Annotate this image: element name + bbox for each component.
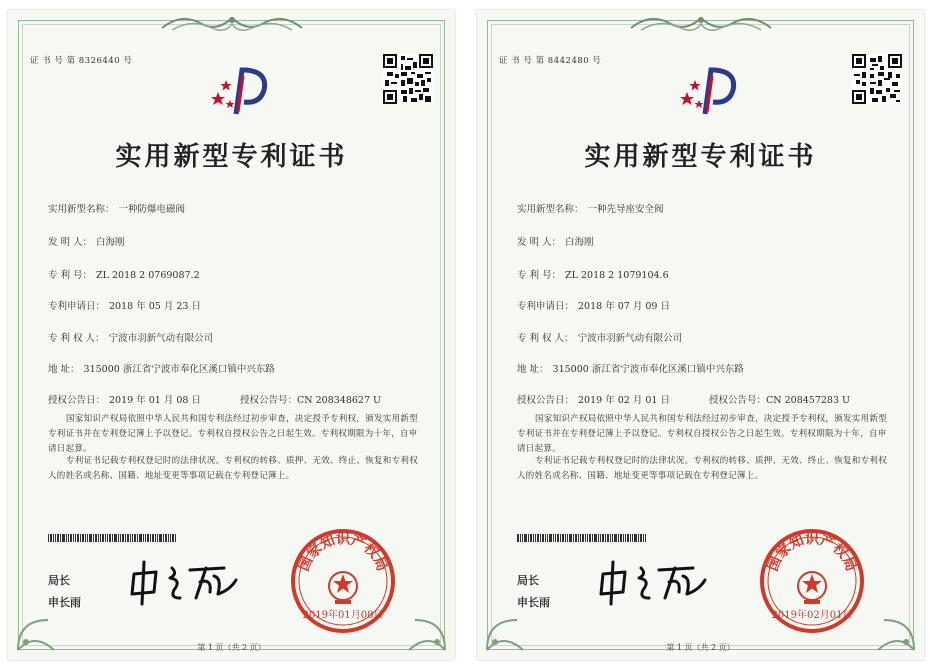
address-label: 地 址： xyxy=(48,364,80,375)
patentee-row xyxy=(48,330,213,344)
grant-date-label: 授权公告日： xyxy=(517,395,575,406)
top-ornament-icon xyxy=(626,10,776,34)
grant-statement-paragraph: 国家知识产权局依照中华人民共和国专利法经过初步审查，决定授予专利权，颁发实用新型专利证书并在专利登记簿上予以登记。专利权自授权公告之日起生效。专利权期限为十年，自申请日起算。 xyxy=(517,414,888,454)
page-number: 第 1 页（共 2 页） xyxy=(197,643,266,652)
application-date-row xyxy=(517,298,670,312)
page-number: 第 1 页（共 2 页） xyxy=(666,643,735,652)
grant-number-label: 授权公告号： xyxy=(240,395,298,406)
patent-number-label: 专 利 号： xyxy=(48,270,93,281)
director-signature-icon xyxy=(126,558,246,606)
patent-certificate-left xyxy=(8,10,455,660)
patentee-value: 宁波市羽新气动有限公司 xyxy=(577,333,683,344)
application-date-value: 2018 年 07 月 09 日 xyxy=(578,301,670,312)
patent-number-value: ZL 2018 2 0769087.2 xyxy=(96,270,200,281)
patent-number-row xyxy=(48,267,200,281)
patentee-value: 宁波市羽新气动有限公司 xyxy=(108,333,214,344)
grant-date-row xyxy=(48,392,201,406)
legal-status-paragraph: 专利证书记载专利权登记时的法律状况。专利权的转移、质押、无效、终止、恢复和专利权人的姓名或名称、国籍、地址变更等事项记载在专利登记簿上。 xyxy=(517,456,888,481)
application-date-value: 2018 年 05 月 23 日 xyxy=(109,301,201,312)
inventor-row xyxy=(48,234,125,248)
grant-statement-paragraph: 国家知识产权局依照中华人民共和国专利法经过初步审查，决定授予专利权，颁发实用新型专利证书并在专利登记簿上予以登记。专利权自授权公告之日起生效。专利权期限为十年，自申请日起算。 xyxy=(48,414,419,454)
director-name: 申长雨 xyxy=(48,596,81,609)
utility-model-name-row xyxy=(48,201,185,215)
barcode-icon xyxy=(48,534,178,542)
grant-number-row xyxy=(709,392,850,406)
utility-model-name-value: 一种先导座安全阀 xyxy=(587,204,664,215)
utility-model-name-label: 实用新型名称： xyxy=(48,204,115,215)
address-value: 315000 浙江省宁波市奉化区溪口镇中兴东路 xyxy=(552,364,744,375)
certificate-number: 证 书 号 第 8326440 号 xyxy=(30,56,133,66)
director-name: 申长雨 xyxy=(517,596,550,609)
director-signature-icon xyxy=(595,558,715,606)
inventor-value: 白海刚 xyxy=(96,237,125,248)
qr-code-icon xyxy=(383,54,433,104)
inventor-label: 发 明 人： xyxy=(48,237,93,248)
address-row xyxy=(517,361,744,375)
barcode-icon xyxy=(517,534,647,542)
patentee-label: 专 利 权 人： xyxy=(517,333,574,344)
patent-certificate-right xyxy=(477,10,924,660)
certificate-title: 实用新型专利证书 xyxy=(115,142,348,172)
application-date-label: 专利申请日： xyxy=(517,301,575,312)
patent-number-row xyxy=(517,267,669,281)
svg-text:国家知识产权局 xyxy=(295,531,390,574)
grant-number-value: CN 208457283 U xyxy=(766,395,851,406)
certificate-title: 实用新型专利证书 xyxy=(584,142,817,172)
patent-number-value: ZL 2018 2 1079104.6 xyxy=(565,270,669,281)
seal-text: 国家知识产权局 xyxy=(765,531,859,574)
seal-date: 2019年02月01日 xyxy=(771,610,853,621)
grant-number-label: 授权公告号： xyxy=(709,395,767,406)
inventor-value: 白海刚 xyxy=(565,237,594,248)
address-label: 地 址： xyxy=(517,364,549,375)
address-value: 315000 浙江省宁波市奉化区溪口镇中兴东路 xyxy=(83,364,275,375)
svg-text:国家知识产权局 xyxy=(764,531,859,574)
grant-date-value: 2019 年 01 月 08 日 xyxy=(109,395,201,406)
patentee-row xyxy=(517,330,682,344)
grant-number-row xyxy=(240,392,381,406)
patentee-label: 专 利 权 人： xyxy=(48,333,105,344)
inventor-label: 发 明 人： xyxy=(517,237,562,248)
legal-status-paragraph: 专利证书记载专利权登记时的法律状况。专利权的转移、质押、无效、终止、恢复和专利权人的姓名或名称、国籍、地址变更等事项记载在专利登记簿上。 xyxy=(48,456,419,481)
application-date-row xyxy=(48,298,201,312)
certificate-number: 证 书 号 第 8442480 号 xyxy=(499,56,602,66)
address-row xyxy=(48,361,275,375)
director-title: 局长 xyxy=(517,574,539,587)
utility-model-name-row xyxy=(517,201,664,215)
director-title: 局长 xyxy=(48,574,70,587)
qr-code-icon xyxy=(852,54,902,104)
seal-text: 国家知识产权局 xyxy=(296,531,390,574)
patent-number-label: 专 利 号： xyxy=(517,270,562,281)
grant-number-value: CN 208348627 U xyxy=(297,395,382,406)
patent-office-emblem-icon xyxy=(208,62,272,118)
inventor-row xyxy=(517,234,594,248)
utility-model-name-value: 一种防爆电磁阀 xyxy=(118,204,186,215)
grant-date-row xyxy=(517,392,670,406)
top-ornament-icon xyxy=(157,10,307,34)
utility-model-name-label: 实用新型名称： xyxy=(517,204,584,215)
grant-date-label: 授权公告日： xyxy=(48,395,106,406)
grant-date-value: 2019 年 02 月 01 日 xyxy=(578,395,670,406)
patent-office-emblem-icon xyxy=(677,62,741,118)
application-date-label: 专利申请日： xyxy=(48,301,106,312)
seal-date: 2019年01月08日 xyxy=(302,610,384,621)
